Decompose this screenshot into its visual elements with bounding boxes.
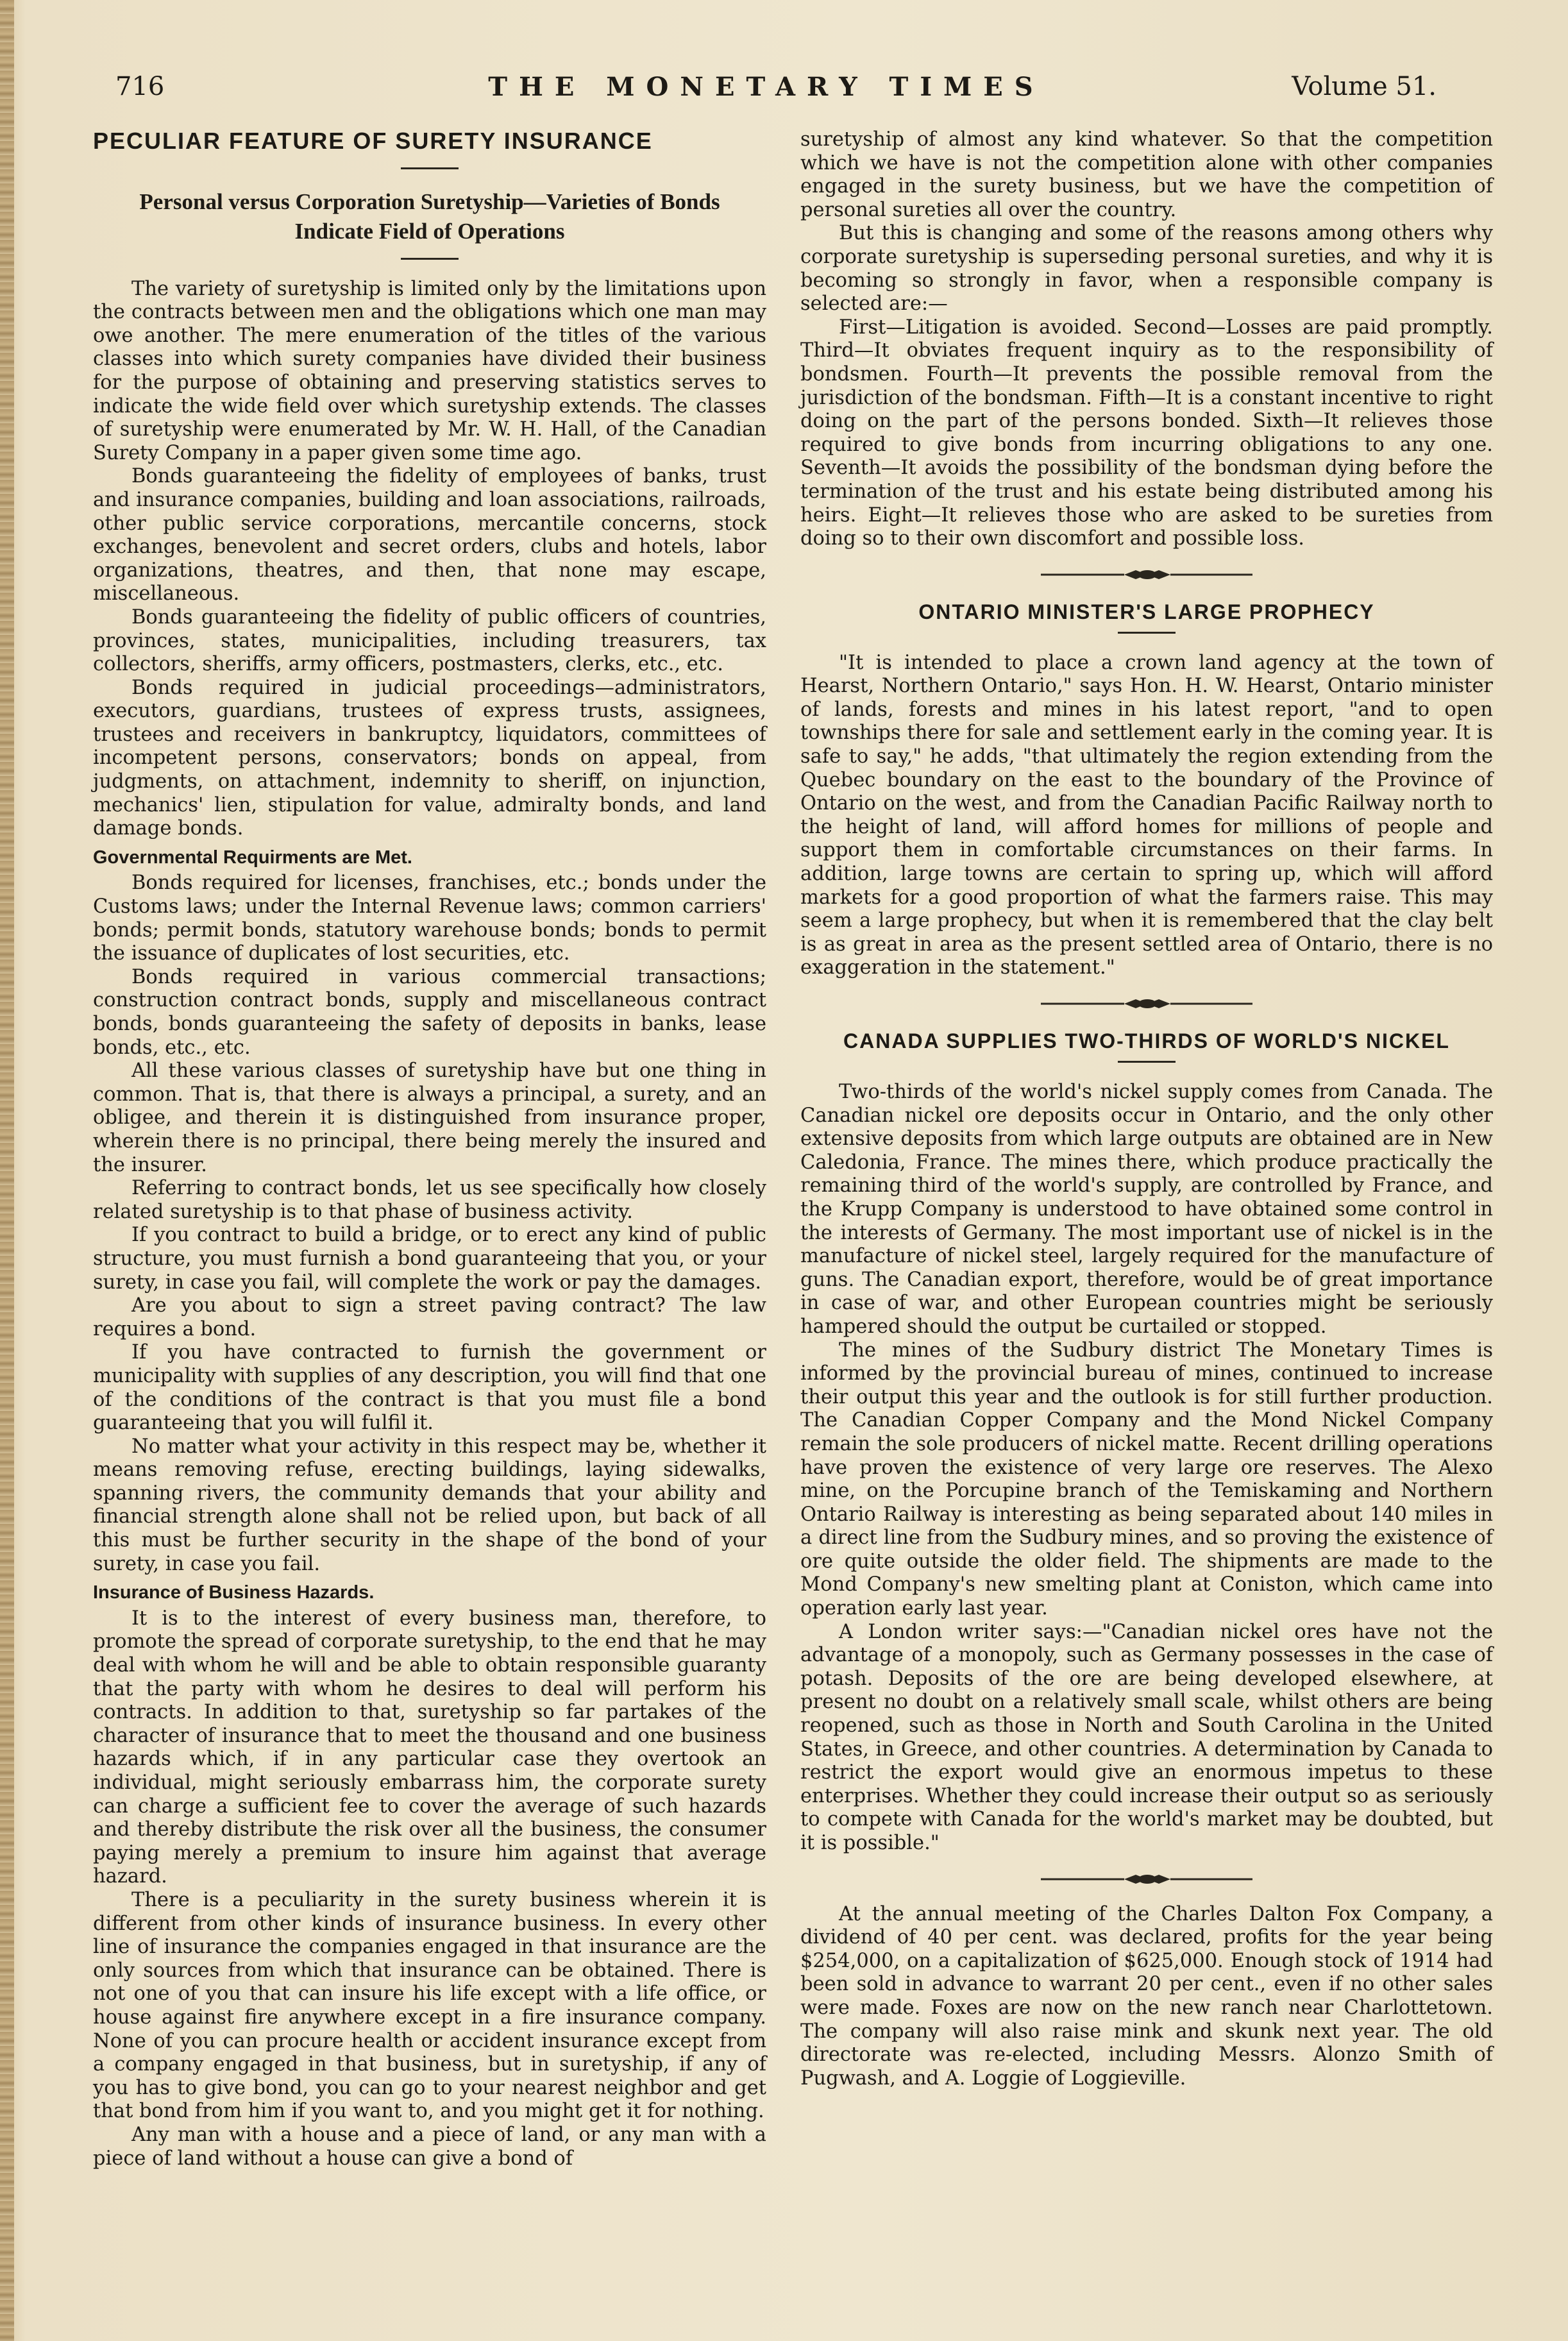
right-column bbox=[800, 128, 1493, 2090]
article-title-surety: PECULIAR FEATURE OF SURETY INSURANCE bbox=[93, 128, 653, 154]
journal-title: THE MONETARY TIMES bbox=[488, 72, 1045, 102]
section-heading-business-hazards: Insurance of Business Hazards. bbox=[93, 1582, 375, 1603]
paragraph: Bonds guaranteeing the fidelity of public officers of countries, provinces, states, municipalities, including treasurers, tax collectors, sheriffs, army officers, postmasters, clerks, etc., etc. bbox=[93, 605, 766, 676]
paragraph: At the annual meeting of the Charles Dalton Fox Company, a dividend of 40 per cent. was declared, profits for the year being $254,000, on a capitalization of $625,000. Enough stock of 1914 had been sold in advance to warrant 20 per cent., even if no other sales were made. Foxes are now on the new ranch near Charlottetown. The company will also raise mink and skunk next year. The old directorate was re-elected, including Messrs. Alonzo Smith of Pugwash, and A. Loggie of Loggieville. bbox=[800, 1902, 1493, 2090]
title-rule bbox=[1118, 1061, 1176, 1063]
paragraph: suretyship of almost any kind whatever. So that the competition which we have is not the competition alone with other companies engaged in the surety business, but we have the competition of personal sureties all over the country. bbox=[800, 128, 1493, 221]
paragraph: Bonds required for licenses, franchises, etc.; bonds under the Customs laws; under the Internal Revenue laws; common carriers' bonds; permit bonds, statutory warehouse bonds; bonds to permit the issuance of duplicates of lost securities, etc. bbox=[93, 872, 766, 965]
article-title-nickel: CANADA SUPPLIES TWO-THIRDS OF WORLD'S NICKEL bbox=[843, 1029, 1450, 1052]
paragraph: Are you about to sign a street paving contract? The law requires a bond. bbox=[93, 1294, 766, 1340]
paragraph: If you contract to build a bridge, or to erect any kind of public structure, you must furnish a bond guaranteeing that you, or your surety, in case you fail, will complete the work or pay the damages. bbox=[93, 1224, 766, 1294]
paragraph: The variety of suretyship is limited only by the limitations upon the contracts between men and the obligations which one man may owe another. The mere enumeration of the titles of the various classes into which surety companies have divided their business for the purpose of obtaining and preserving statistics serves to indicate the wide field over which suretyship extends. The classes of suretyship were enumerated by Mr. W. H. Hall, of the Canadian Surety Company in a paper given some time ago. bbox=[93, 277, 766, 464]
paragraph: Bonds guaranteeing the fidelity of employees of banks, trust and insurance companies, building and loan associations, railroads, other public service corporations, mercantile concerns, stock exchanges, benevolent and secret orders, clubs and hotels, labor organizations, theatres, and then, that none may escape, miscellaneous. bbox=[93, 465, 766, 605]
paragraph: First—Litigation is avoided. Second—Losses are paid promptly. Third—It obviates frequent inquiry as to the responsibility of bondsmen. Fourth—It prevents the possible removal from the jurisdiction of the bondsman. Fifth—It is a constant incentive to right doing on the part of the persons bonded. Sixth—It relieves those required to give bonds from incurring obligations to any one. Seventh—It avoids the possibility of the bondsman dying before the termination of the trust and his estate being distributed among his heirs. Eight—It relieves those who are asked to be sureties from doing so to their own discomfort and possible loss. bbox=[800, 316, 1493, 550]
paragraph: No matter what your activity in this respect may be, whether it means removing refuse, erecting buildings, laying sidewalks, spanning rivers, the community demands that your ability and financial strength alone shall not be relied upon, but back of all this must be further security in the shape of the bond of your surety, in case you fail. bbox=[93, 1435, 766, 1575]
page-header bbox=[96, 72, 1437, 110]
paragraph: Bonds required in various commercial transactions; construction contract bonds, supply and miscellaneous contract bonds, bonds guaranteeing the safety of deposits in banks, lease bonds, etc., etc. bbox=[93, 965, 766, 1059]
ornament-divider bbox=[1041, 997, 1252, 1011]
article-title-ontario: ONTARIO MINISTER'S LARGE PROPHECY bbox=[918, 600, 1375, 623]
paragraph: All these various classes of suretyship have but one thing in common. That is, that there is always a principal, a surety, and an obligee, and therein it is distinguished from insurance proper, wherein there is no principal, there being merely the insured and the insurer. bbox=[93, 1060, 766, 1176]
article-subtitle-surety: Personal versus Corporation Suretyship—Varieties of Bonds Indicate Field of Operations bbox=[139, 189, 720, 244]
paragraph: The mines of the Sudbury district The Monetary Times is informed by the provincial bureau of mines, continued to increase their output this year and the outlook is for still further production. The Canadian Copper Company and the Mond Nickel Company remain the sole producers of nickel matte. Recent drilling operations have proven the existence of very large ore reserves. The Alexo mine, on the Porcupine branch of the Temiskaming and Northern Ontario Railway is interesting as being separated about 140 miles in a direct line from the Sudbury mines, and so proving the existence of ore quite outside the older field. The shipments are made to the Mond Company's new smelting plant at Coniston, which came into operation early last year. bbox=[800, 1339, 1493, 1620]
paragraph: But this is changing and some of the reasons among others why corporate suretyship is superseding personal sureties, and why it is becoming so strongly in favor, when a responsible company is selected are:— bbox=[800, 222, 1493, 316]
section-heading-governmental: Governmental Requirments are Met. bbox=[93, 847, 412, 868]
title-rule bbox=[401, 167, 459, 169]
left-column bbox=[93, 128, 766, 2170]
paragraph: Referring to contract bonds, let us see specifically how closely related suretyship is to that phase of business activity. bbox=[93, 1177, 766, 1223]
paragraph: There is a peculiarity in the surety business wherein it is different from other kinds of insurance business. In every other line of insurance the companies engaged in that insurance are the only sources from which that insurance can be obtained. There is not one of you that can insure his life except with a life office, or house against fire anywhere except in a fire insurance company. None of you can procure health or accident insurance except from a company engaged in that business, but in suretyship, if any of you has to give bond, you can go to your nearest neighbor and get that bond from him if you want to, and you might get it for nothing. bbox=[93, 1888, 766, 2123]
volume-label: Volume 51. bbox=[1292, 72, 1437, 101]
paragraph: A London writer says:—"Canadian nickel ores have not the advantage of a monopoly, such as Germany possesses in the case of potash. Deposits of the ore are being developed elsewhere, at present no doubt on a relatively small scale, whilst others are being reopened, such as those in North and South Carolina in the United States, in Greece, and other countries. A determination by Canada to restrict the export would give an enormous impetus to these enterprises. Whether they could increase their output so as seriously to compete with Canada for the world's market may be doubted, but it is possible." bbox=[800, 1620, 1493, 1854]
page-number: 716 bbox=[115, 72, 165, 101]
title-rule bbox=[1118, 632, 1176, 634]
paragraph: Two-thirds of the world's nickel supply comes from Canada. The Canadian nickel ore deposits occur in Ontario, and the only other extensive deposits from which large outputs are obtained are in New Caledonia, France. The mines there, which produce practically the remaining third of the world's supply, are controlled by France, and the Krupp Company is understood to have obtained some control in the interests of Germany. The most important use of nickel is in the manufacture of nickel steel, largely required for the manufacture of guns. The Canadian export, therefore, would be of great importance in case of war, and other European countries might be seriously hampered should the output be curtailed or stopped. bbox=[800, 1081, 1493, 1338]
paragraph: Bonds required in judicial proceedings—administrators, executors, guardians, trustees of express trusts, assignees, trustees and receivers in bankruptcy, liquidators, committees of incompetent persons, conservators; bonds on appeal, from judgments, on attachment, indemnity to sheriff, on injunction, mechanics' lien, stipulation for value, admiralty bonds, and land damage bonds. bbox=[93, 676, 766, 840]
ornament-divider bbox=[1041, 568, 1252, 582]
ornament-divider bbox=[1041, 1872, 1252, 1886]
paragraph: If you have contracted to furnish the government or municipality with supplies of any description, you will find that one of the conditions of the contract is that you must file a bond guaranteeing that you will fulfil it. bbox=[93, 1341, 766, 1435]
page-edge bbox=[0, 0, 14, 2341]
subtitle-rule bbox=[401, 258, 459, 260]
paragraph: It is to the interest of every business man, therefore, to promote the spread of corporate suretyship, to the end that he may deal with whom he will and be able to obtain responsible guaranty that the party with whom he desires to deal will perform his contracts. In addition to that, suretyship so far partakes of the character of insurance that to meet the thousand and one business hazards which, if in any particular case they overtook an individual, might seriously embarrass him, the corporate surety can charge a sufficient fee to cover the average of such hazards and thereby distribute the risk over all the business, the consumer paying merely a premium to insure him against that average hazard. bbox=[93, 1607, 766, 1888]
paragraph: Any man with a house and a piece of land, or any man with a piece of land without a house can give a bond of bbox=[93, 2123, 766, 2170]
paragraph: "It is intended to place a crown land agency at the town of Hearst, Northern Ontario," says Hon. H. W. Hearst, Ontario minister of lands, forests and mines in his latest report, "and to open townships there for sale and settlement early in the coming year. It is safe to say," he adds, "that ultimately the region extending from the Quebec boundary on the east to the boundary of the Province of Ontario on the west, and from the Canadian Pacific Railway north to the height of land, will afford homes for millions of people and support them in comfortable circumstances on their farms. In addition, large towns are certain to spring up, which will afford markets for a good proportion of what the farmers raise. This may seem a large prophecy, but when it is remembered that the clay belt is as great in area as the present settled area of Ontario, there is no exaggeration in the statement." bbox=[800, 651, 1493, 979]
